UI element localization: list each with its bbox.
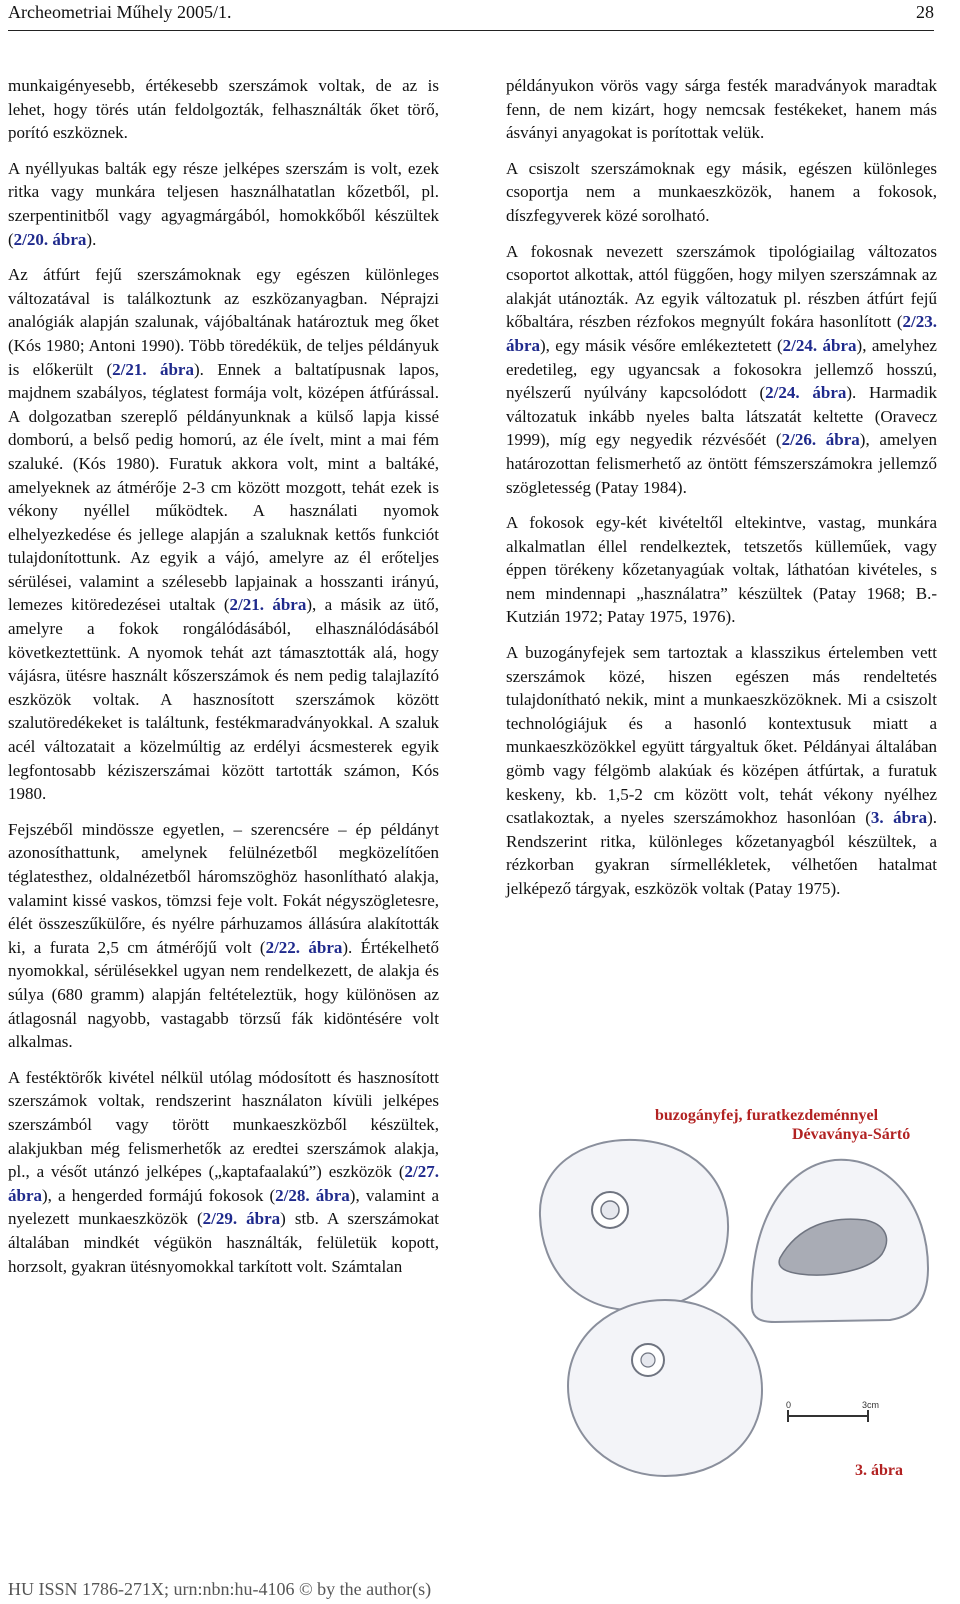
figure-ref[interactable]: 2/24. ábra	[782, 335, 857, 355]
page-number: 28	[916, 2, 934, 22]
figure-ref[interactable]: 2/26. ábra	[781, 430, 860, 450]
page-header	[8, 0, 934, 46]
paragraph: Az átfúrt fejű szerszámoknak egy egészen különleges változatával is találkoztunk az eszközanyagban. Néprajzi analógiák alapján szalunak, vájóbaltának határoztuk meg őket (Kós 1980; Antoni 1990). Több töredékük, de teljes példányuk is előkerült (2/21. ábra). Ennek a baltatípusnak lapos, majdnem szabályos, téglatest formája volt, középen átfúrással. A dolgozatban szereplő példányunknak a külső lapja kissé domború, a belső pedig homorú, az éle ívelt, mint a mai fém szaluké. (Kós 1980). Furatuk akkora volt, mint a baltáké, amelyeknek az átmérője 2-3 cm között mozgott, tehát ezek is vékony nyéllel működtek. A használati nyomok elhelyezkedése és jellege alapján a szaluknak kettős funkciót tulajdonítottunk. Az egyik a vájó, amelyre az él erőteljes sérülései, valamint a szélesebb lapjainak a hosszanti irányú, lemezes kitöredezései utaltak (2/21. ábra), a másik az ütő, amelyre a fokok rongálódásából, elhasználódásából következtettünk. A nyomok tehát azt támasztották alá, hogy vájásra, ütésre használt kőszerszámok és nem pedig talajlazító eszközök voltak. A hasznosított szerszámok között szalutöredékeket is találtunk, festékmaradványokkal. A szaluk acél változatait a közelmúltig az erdélyi ácsmesterek egyik legfontosabb kéziszerszámai között tartották számon, Kós 1980.	[8, 265, 440, 804]
figure-location: Dévaványa-Sártó	[792, 1126, 911, 1143]
figure-ref[interactable]: 3. ábra	[870, 808, 928, 828]
paragraph: A csiszolt szerszámoknak egy másik, egészen különleges csoportja nem a munkaeszközök, hanem a fokosok, díszfegyverek közé sorolható.	[506, 158, 937, 225]
header-rule	[8, 30, 934, 31]
paragraph: A fokosok egy-két kivételtől eltekintve, vastag, munkára alkalmatlan éllel rendelkeztek, tetszetős külleműek, vagy éppen törékeny kőzetanyagúak voltak, láthatóan kivételes, s nem mindennapi „használatra” készültek (Patay 1968; B.-Kutzián 1972; Patay 1975, 1976).	[506, 513, 937, 627]
paragraph: A nyéllyukas balták egy része jelképes szerszám is volt, ezek ritka vagy munkára teljesen használhatatlan kőzetből, pl. szerpentinitből vagy agyagmárgából, homokkőből készültek (2/20. ábra).	[8, 158, 439, 249]
paragraph: A fokosnak nevezett szerszámok tipológiailag változatos csoportot alkottak, attól függően, hogy milyen szerszámnak az alakját utánozták. Az egyik változatuk pl. részben átfúrt fejű kőbaltára, részben rézfokos megnyúlt fokára hasonlított (2/23. ábra), egy másik vésőre emlékeztetett (2/24. ábra), amelyhez eredetileg, egy ugyancsak a fokosokra jellemző hosszú, nyélszerű nyúlvány kapcsolódott (2/24. ábra). Harmadik változatuk inkább nyeles balta látszatát keltette (Oravecz 1999), míg egy negyedik rézvésőét (2/26. ábra), amelyen határozottan felismerhető az öntött fémszerszámokra jellemző szögletesség (Patay 1984).	[506, 241, 937, 497]
figure-ref[interactable]: 2/21. ábra	[229, 595, 307, 615]
footer-issn: HU ISSN 1786-271X; urn:nbn:hu-4106 © by the author(s)	[8, 1579, 432, 1599]
figure-ref[interactable]: 2/22. ábra	[265, 937, 343, 957]
right-column	[506, 74, 937, 913]
paragraph: A buzogányfejek sem tartoztak a klasszikus értelemben vett szerszámok közé, hiszen egészen más rendeltetés tulajdonítható nekik, mint a munkaeszközöknek. Mi a csiszolt technológiájuk és a hasonló kontextusuk miatt a munkaeszközökkel együtt tárgyaltuk őket. Példányai általában gömb vagy félgömb alakúak és középen átfúrtak, a furatuk keskeny, kb. 1,5-2 cm között volt, tehát vékony nyélhez csatlakoztak, a nyeles szerszámokhoz hasonlóan (3. ábra). Rendszerint ritka, különleges kőzetanyagból készültek, a rézkorban gyakran sírmellékletek, vélhetően hatalmat jelképező tárgyak, eszközök voltak (Patay 1975).	[506, 643, 938, 898]
figure-ref[interactable]: 2/24. ábra	[765, 383, 847, 403]
scale-label-zero: 0	[786, 1400, 792, 1410]
figure-ref[interactable]: 2/23. ábra	[506, 312, 937, 355]
figure-title: buzogányfej, furatkezdeménnyel	[655, 1107, 879, 1124]
mace-head-figure	[530, 1098, 940, 1493]
figure-ref[interactable]: 2/29. ábra	[202, 1209, 281, 1229]
paragraph: példányukon vörös vagy sárga festék maradványok maradtak fenn, de nem kizárt, hogy nemcsak festékeket, hanem más ásványi anyagokat is porítottak velük.	[506, 76, 937, 143]
figure-ref[interactable]: 2/27. ábra	[8, 1162, 439, 1205]
figure-ref[interactable]: 2/28. ábra	[275, 1185, 350, 1205]
figure-ref[interactable]: 2/20. ábra	[13, 229, 87, 249]
figure-caption: 3. ábra	[855, 1462, 903, 1479]
left-column	[8, 74, 439, 1290]
paragraph: Fejszéből mindössze egyetlen, – szerencsére – ép példányt azonosíthattunk, amelynek felülnézetből megközelítően téglatesthez, oldalnézetből háromszöghöz hasonlítható alakja, valamint kissé vaskos, tömzsi feje volt. Fokát négyszögletesre, élét összeszűkülőre, és nyélre párhuzamos állásúra alakították ki, a furata 2,5 cm átmérőjű volt (2/22. ábra). Értékelhető nyomokkal, sérülésekkel ugyan nem rendelkezett, de alakja és súlya (680 gramm) alapján feltételeztük, hogy különösen az átlagosnál nagyobb, vastagabb törzsű fák kidöntésére volt alkalmas.	[8, 819, 439, 1052]
journal-title: Archeometriai Műhely 2005/1.	[8, 2, 232, 22]
mace-top-view	[540, 1140, 728, 1310]
mace-head-drawing	[530, 1098, 940, 1493]
paragraph: A festéktörők kivétel nélkül utólag módosított és hasznosított szerszámok voltak, rendszerint használaton kívüli jelképes szerszámból vagy törött munkaeszközből készültek, alakjukban még felismerhetők az eredtei szerszámok alakja, pl., a vésőt utánzó jelképes („kaptafaalakú”) eszközök (2/27. ábra), a hengerded formájú fokosok (2/28. ábra), valamint a nyelezett munkaeszközök (2/29. ábra) stb. A szerszámokat általában mindkét végükön használták, felületük kopott, horzsolt, gyakran ütésnyomokkal tarkított volt. Számtalan	[8, 1067, 439, 1276]
scale-label-3cm: 3cm	[862, 1400, 880, 1410]
figure-ref[interactable]: 2/21. ábra	[112, 359, 194, 379]
paragraph: munkaigényesebb, értékesebb szerszámok voltak, de az is lehet, hogy törés után feldolgozták, felhasználták őket törő, porító eszköznek.	[8, 76, 439, 143]
mace-bottom-view	[568, 1300, 762, 1476]
